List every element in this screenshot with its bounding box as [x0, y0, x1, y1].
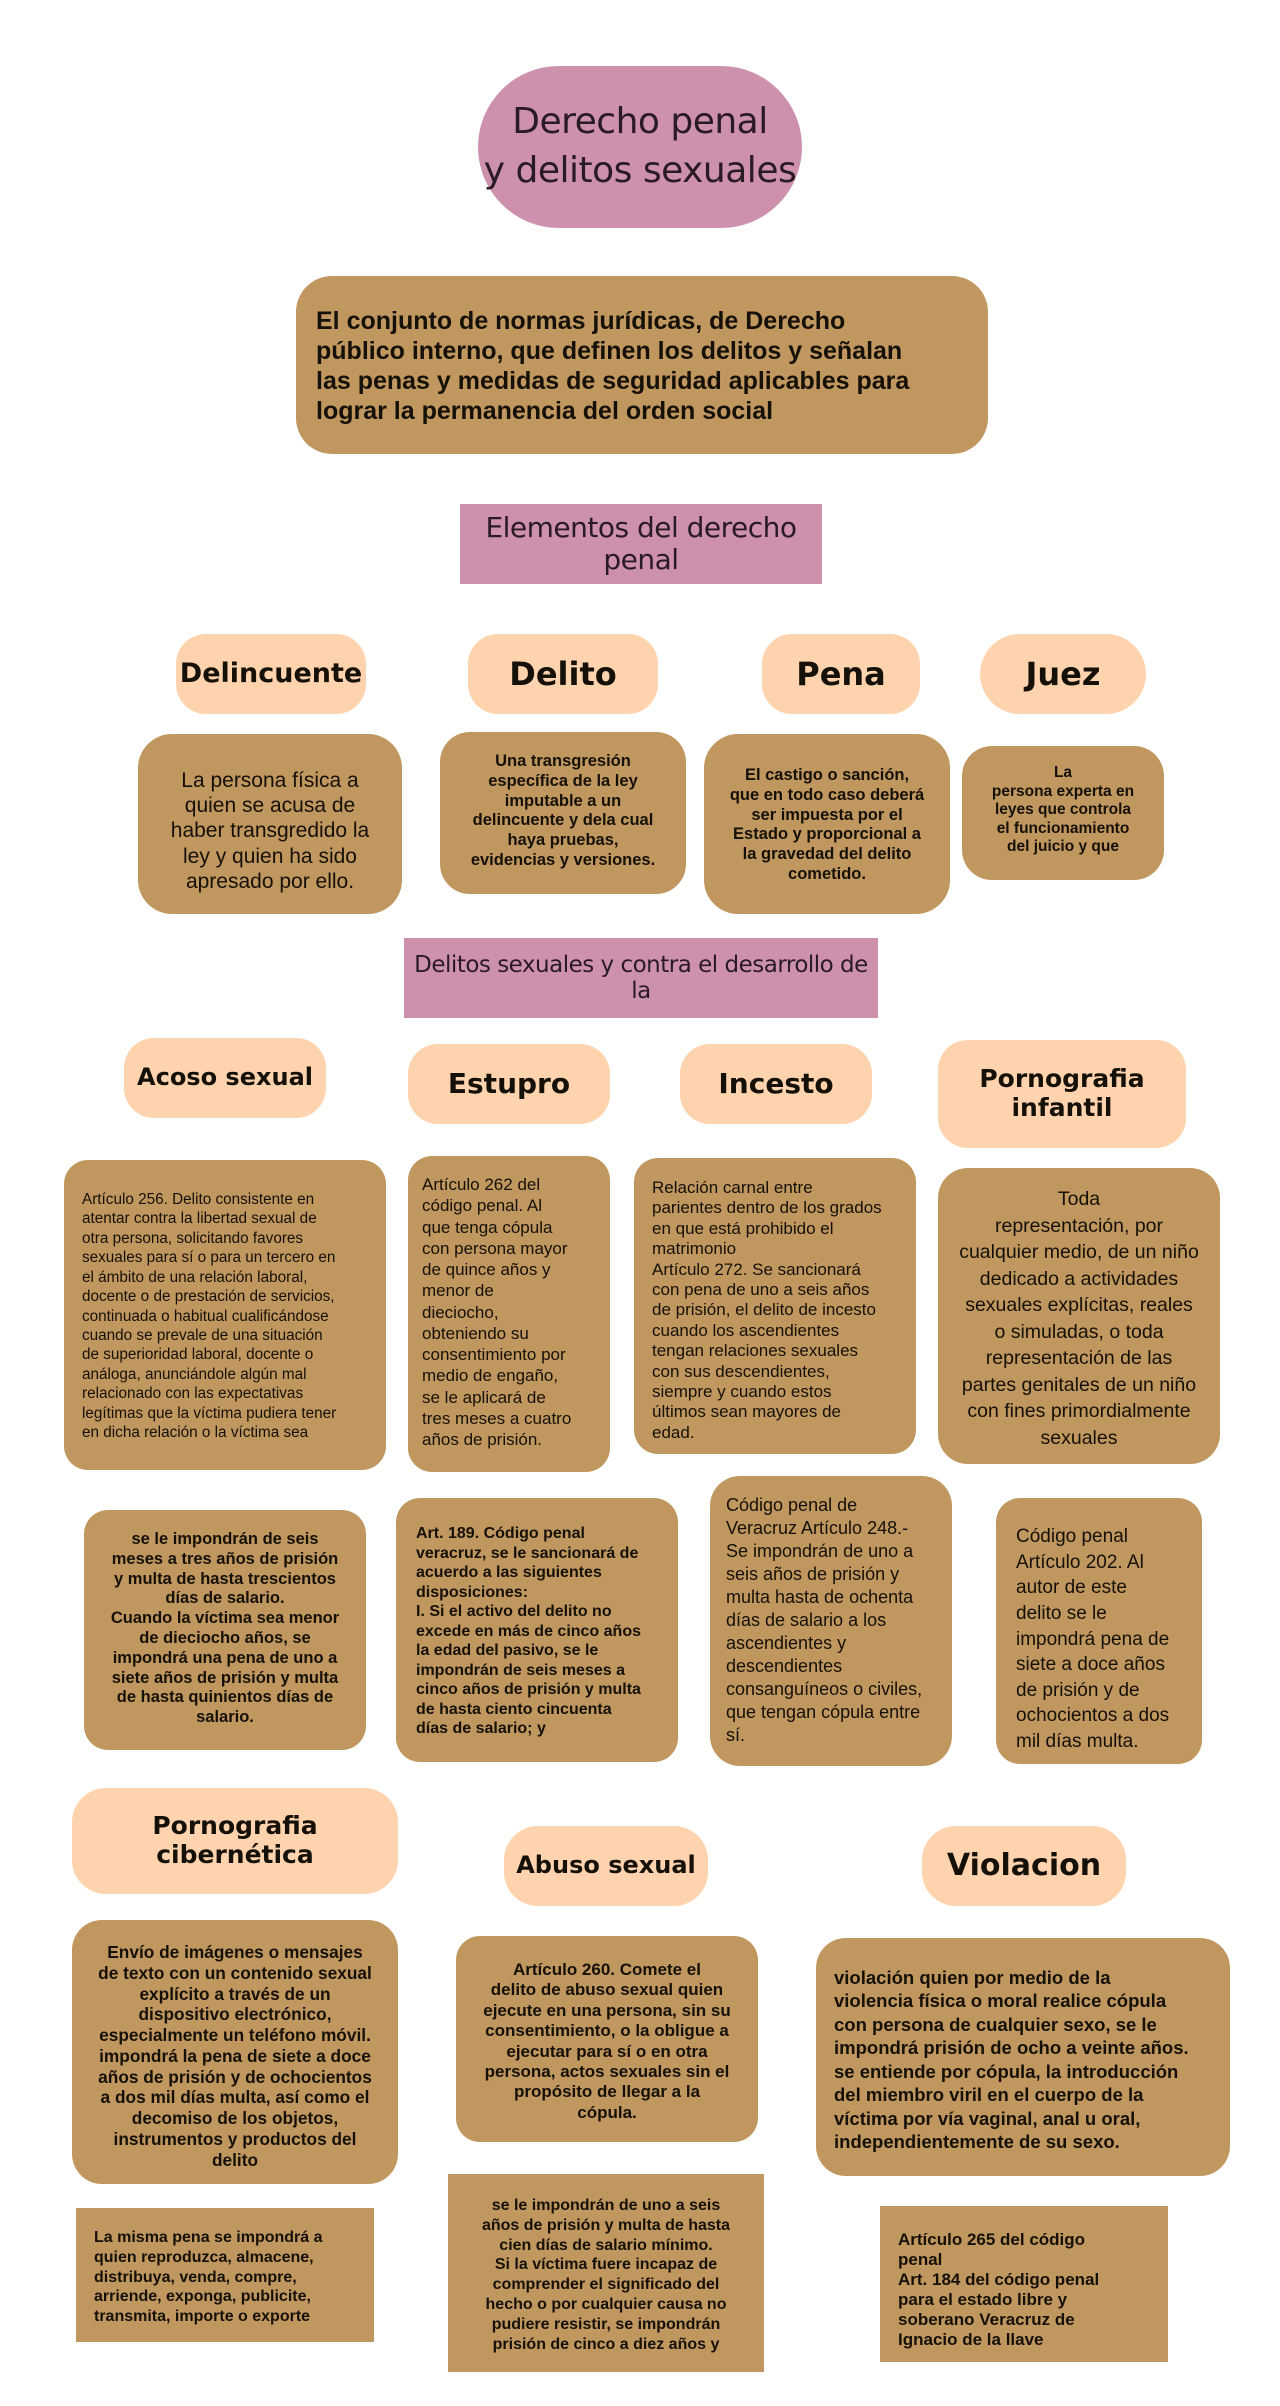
penalty-abuso-sexual: se le impondrán de uno a seis años de prisión y multa de hasta cien días de salario mínimo. Si la víctima fuere incapaz de comprender el significado del hecho o por cualquier causa no pudiere resistir, se impondrán prisión de cinco a diez años y [448, 2174, 764, 2372]
desc-abuso-sexual: Artículo 260. Comete el delito de abuso sexual quien ejecute en una persona, sin su consentimiento, o la obligue a ejecutar para sí o en otra persona, actos sexuales sin el propósito de llegar a la cópula. [456, 1936, 758, 2142]
desc-pornografia-cibernetica: Envío de imágenes o mensajes de texto con un contenido sexual explícito a través de un dispositivo electrónico, especialmente un teléfono móvil. impondrá la pena de siete a doce años de prisión y de ochocientos a dos mil días multa, así como el decomiso de los objetos, instrumentos y productos del delito [72, 1920, 398, 2184]
label-estupro: Estupro [408, 1044, 610, 1124]
penalty-violacion: Artículo 265 del código penal Art. 184 del código penal para el estado libre y soberano Veracruz de Ignacio de la llave [880, 2206, 1168, 2362]
desc-delincuente: La persona física a quien se acusa de haber transgredido la ley y quien ha sido apresado por ello. [138, 734, 402, 914]
label-delito: Delito [468, 634, 658, 714]
penalty-pornografia-cibernetica: La misma pena se impondrá a quien reproduzca, almacene, distribuya, venda, compre, arriende, exponga, publicite, transmita, importe o exporte [76, 2208, 374, 2342]
label-incesto: Incesto [680, 1044, 872, 1124]
crimes-heading: Delitos sexuales y contra el desarrollo de la [404, 938, 878, 1018]
page-title: Derecho penal y delitos sexuales [478, 66, 802, 228]
label-pena: Pena [762, 634, 920, 714]
label-pornografia-infantil: Pornografia infantil [938, 1040, 1186, 1148]
penalty-estupro: Art. 189. Código penal veracruz, se le sancionará de acuerdo a las siguientes disposiciones: I. Si el activo del delito no excede en más de cinco años la edad del pasivo, se le impondrán de seis meses a cinco años de prisión y multa de hasta ciento cincuenta días de salario; y [396, 1498, 678, 1762]
desc-incesto: Relación carnal entre parientes dentro de los grados en que está prohibido el matrimonio Artículo 272. Se sancionará con pena de uno a seis años de prisión, el delito de incesto cuando los ascendientes tengan relaciones sexuales con sus descendientes, siempre y cuando estos últimos sean mayores de edad. [634, 1158, 916, 1454]
desc-pornografia-infantil: Toda representación, por cualquier medio, de un niño dedicado a actividades sexuales explícitas, reales o simuladas, o toda representación de las partes genitales de un niño con fines primordialmente sexuales [938, 1168, 1220, 1464]
desc-pena: El castigo o sanción, que en todo caso deberá ser impuesta por el Estado y proporcional a la gravedad del delito cometido. [704, 734, 950, 914]
label-abuso-sexual: Abuso sexual [504, 1826, 708, 1906]
label-acoso-sexual: Acoso sexual [124, 1038, 326, 1118]
elements-heading: Elementos del derecho penal [460, 504, 822, 584]
desc-estupro: Artículo 262 del código penal. Al que tenga cópula con persona mayor de quince años y menor de dieciocho, obteniendo su consentimiento por medio de engaño, se le aplicará de tres meses a cuatro años de prisión. [408, 1156, 610, 1472]
definition-box: El conjunto de normas jurídicas, de Derecho público interno, que definen los delitos y señalan las penas y medidas de seguridad aplicables para lograr la permanencia del orden social [296, 276, 988, 454]
label-violacion: Violacion [922, 1826, 1126, 1906]
desc-delito: Una transgresión específica de la ley imputable a un delincuente y dela cual haya pruebas, evidencias y versiones. [440, 732, 686, 894]
desc-juez: La persona experta en leyes que controla el funcionamiento del juicio y que [962, 746, 1164, 880]
label-pornografia-cibernetica: Pornografia cibernética [72, 1788, 398, 1894]
desc-violacion: violación quien por medio de la violencia física o moral realice cópula con persona de cualquier sexo, se le impondrá prisión de ocho a veinte años. se entiende por cópula, la introducción del miembro viril en el cuerpo de la víctima por vía vaginal, anal u oral, independientemente de su sexo. [816, 1938, 1230, 2176]
label-juez: Juez [980, 634, 1146, 714]
penalty-acoso-sexual: se le impondrán de seis meses a tres años de prisión y multa de hasta trescientos días de salario. Cuando la víctima sea menor de dieciocho años, se impondrá una pena de uno a siete años de prisión y multa de hasta quinientos días de salario. [84, 1510, 366, 1750]
penalty-pornografia-infantil: Código penal Artículo 202. Al autor de este delito se le impondrá pena de siete a doce años de prisión y de ochocientos a dos mil días multa. [996, 1498, 1202, 1764]
penalty-incesto: Código penal de Veracruz Artículo 248.- Se impondrán de uno a seis años de prisión y multa hasta de ochenta días de salario a los ascendientes y descendientes consanguíneos o civiles, que tengan cópula entre sí. [710, 1476, 952, 1766]
label-delincuente: Delincuente [176, 634, 366, 714]
desc-acoso-sexual: Artículo 256. Delito consistente en atentar contra la libertad sexual de otra persona, solicitando favores sexuales para sí o para un tercero en el ámbito de una relación laboral, docente o de prestación de servicios, continuada o habitual cualificándose cuando se prevale de una situación de superioridad laboral, docente o análoga, anunciándole algún mal relacionado con las expectativas legítimas que la víctima pudiera tener en dicha relación o la víctima sea [64, 1160, 386, 1470]
